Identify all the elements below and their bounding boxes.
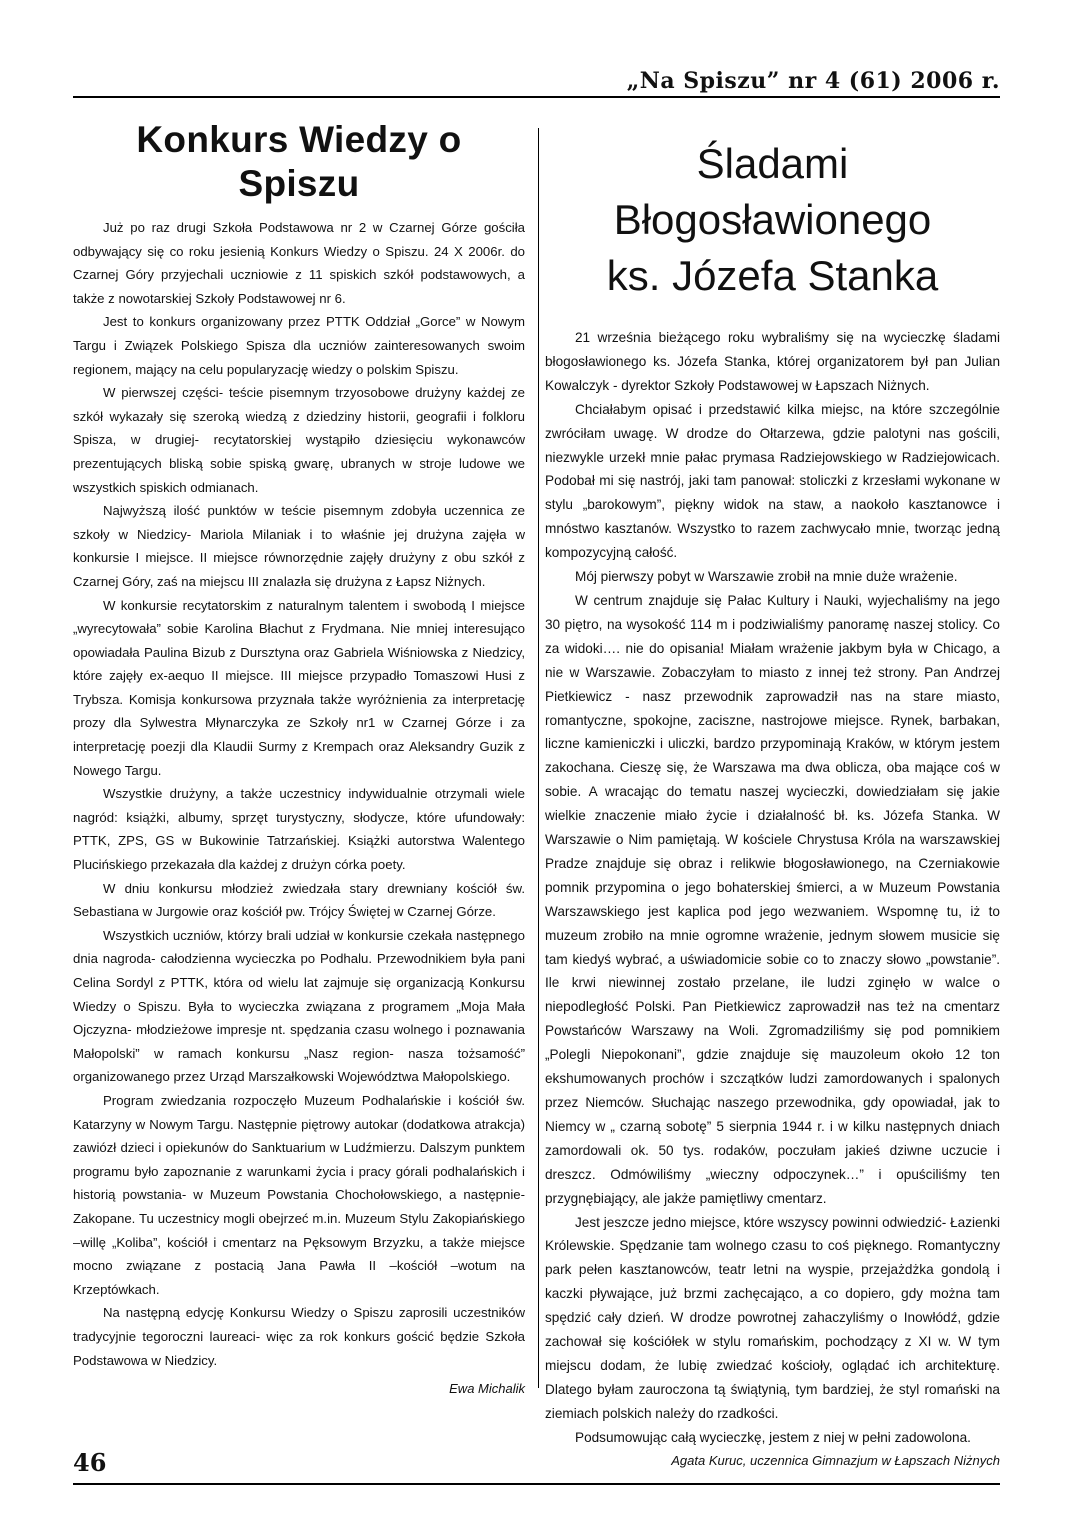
header-rule [73, 96, 1000, 98]
right-article-title [545, 136, 1000, 304]
paragraph: Już po raz drugi Szkoła Podstawowa nr 2 w Czarnej Górze gościła odbywający się co roku jesienią Konkurs Wiedzy o Spiszu. 24 X 2006r. do Czarnej Góry przyjechali uczniowie z 11 spiskich szkół podstawowych, a także z nowotarskiej Szkoły Podstawowej nr 6. [73, 220, 525, 306]
column-divider [538, 128, 539, 1388]
paragraph: Program zwiedzania rozpoczęło Muzeum Podhalańskie i kościół św. Katarzyny w Nowym Targu. Następnie piętrowy autokar (dodatkowa atrakcja) zawiózł dzieci i opiekunów do Sanktuarium w Ludźmierzu. Dalszym punktem programu było zapoznanie z warunkami życia i pracy górali podhalańskich i historią powstania- w Muzeum Powstania Chochołowskiego, a następnie- Zakopane. Tu uczestnicy mogli obejrzeć m.in. Muzeum Stylu Zakopiańskiego –willę „Koliba”, kościół i cmentarz na Pęksowym Brzyzku, a także miejsce mocno związane z postacią Jana Pawła II –kościół –wotum na Krzeptówkach. [73, 1092, 525, 1297]
right-title-line-1: Śladami Błogosławionego [613, 140, 932, 243]
left-article-signature: Ewa Michalik [449, 1381, 525, 1397]
paragraph: Podsumowując całą wycieczkę, jestem z niej w pełni zadowolona. [575, 1429, 971, 1445]
right-article-body [545, 326, 1000, 1450]
left-article [73, 118, 525, 1400]
paragraph: Jest to konkurs organizowany przez PTTK Oddział „Gorce” w Nowym Targu i Związek Polskiego Spisza dla uczniów zainteresowanych swoim regionem, mający na celu popularyzację wiedzy o polskim Spiszu. [73, 314, 525, 377]
paragraph: Wszystkie drużyny, a także uczestnicy indywidualnie otrzymali wiele nagród: książki, albumy, sprzęt turystyczny, słodycze, które ufundowały: PTTK, ZPS, GS w Bukowinie Tatrzańskiej. Książki autorstwa Walentego Plucińskiego przekazała dla każdej z drużyn córka poety. [73, 786, 525, 873]
running-header: „Na Spiszu” nr 4 (61) 2006 r. [626, 68, 1000, 94]
right-title-line-2: ks. Józefa Stanka [606, 252, 939, 299]
footer-rule [73, 1483, 1000, 1485]
page-number: 46 [73, 1448, 107, 1477]
paragraph: Chciałabym opisać i przedstawić kilka miejsc, na które szczególnie zwróciłam uwagę. W drodze do Ołtarzewa, gdzie palotyni nas gościli, niezwykle urzekł mnie pałac prymasa Radziejowskiego w Radziejowicach. Podobał mi się nastrój, jaki tam panował: stoliczki z krzesłami wykonane w stylu „barokowym”, piękny widok na staw, a naokoło kasztanowce i mnóstwo kasztanów. Wszystko to razem zachwycało mnie, tworząc jedną kompozycyjną całość. [545, 401, 1000, 561]
paragraph: W konkursie recytatorskim z naturalnym talentem i swobodą I miejsce „wyrecytowała” sobie Karolina Błachut z Frydmana. Nie mniej interesująco opowiadała Paulina Bizub z Dursztyna oraz Gabriela Wiśniowska z Niedzicy, które zajęły ex-aequo II miejsce. III miejsce przypadło Tomaszowi Husi z Trybsza. Komisja konkursowa przyznała także wyróżnienia za interpretację prozy dla Sylwestra Młynarczyka ze Szkoły nr1 w Czarnej Górze i za interpretację poezji dla Klaudii Surmy z Krempach oraz Aleksandry Guzik z Nowego Targu. [73, 597, 525, 778]
paragraph: Na następną edycję Konkursu Wiedzy o Spiszu zaprosili uczestników tradycyjnie tegoroczni laureaci- więc za rok konkurs gościć będzie Szkoła Podstawowa w Niedzicy. [73, 1305, 525, 1368]
paragraph: W pierwszej części- teście pisemnym trzyosobowe drużyny każdej ze szkół wykazały się szeroką wiedzą z dziedziny historii, geografii i folkloru Spisza, w drugiej- recytatorskiej wystąpiło dziesięciu wykonawców prezentujących bliską sobie spiską gwarę, ubranych w stroje ludowe we wszystkich spiskich odmianach. [73, 385, 525, 495]
paragraph: Mój pierwszy pobyt w Warszawie zrobił na mnie duże wrażenie. [575, 569, 958, 585]
paragraph: 21 września bieżącego roku wybraliśmy się na wycieczkę śladami błogosławionego ks. Józefa Stanka, której organizatorem był pan Julian Kowalczyk - dyrektor Szkoły Podstawowej w Łapszach Niżnych. [545, 330, 1000, 393]
paragraph: Wszystkich uczniów, którzy brali udział w konkursie czekała następnego dnia nagroda- całodzienna wycieczka po Podhalu. Przewodnikiem była pani Celina Sordyl z PTTK, która od wielu lat zajmuje się organizacją Konkursu Wiedzy o Spiszu. Była to wycieczka związana z programem „Moja Mała Ojczyzna- młodzieżowe impresje nt. spędzania czasu wolnego i poznawania Małopolski” w ramach konkursu „Nasz region- nasza tożsamość” organizowanego przez Urząd Marszałkowski Województwa Małopolskiego. [73, 927, 525, 1085]
left-article-title: Konkurs Wiedzy o Spiszu [136, 119, 462, 204]
paragraph: Najwyższą ilość punktów w teście pisemnym zdobyła uczennica ze szkoły w Niedzicy- Mariola Milaniak i to właśnie jej drużyna zajęła w konkursie I miejsce. II miejsce równorzędnie zajęły drużyny z obu szkół z Czarnej Góry, zaś na miejscu III znalazła się drużyna z Łapsz Niżnych. [73, 503, 525, 589]
paragraph: Jest jeszcze jedno miejsce, które wszyscy powinni odwiedzić- Łazienki Królewskie. Spędzanie tam wolnego czasu to coś pięknego. Romantyczny park pełen kasztanowców, teatr letni na wyspie, przejażdżka gondolą i kaczki pływające, już brzmi zachęcająco, a co dopiero, gdy można tam spędzić cały dzień. W drodze powrotnej zahaczyliśmy o Inowłódź, gdzie zachował się kościółek w stylu romańskim, pochodzący z XI w. W tym miejscu dodam, że lubię zwiedzać kościoły, oglądać ich architekturę. Dlatego byłam zauroczona tą świątynią, tym bardziej, że styl romański na ziemiach polskich należy do rzadkości. [545, 1214, 1000, 1421]
paragraph: W dniu konkursu młodzież zwiedzała stary drewniany kościół św. Sebastiana w Jurgowie oraz kościół pw. Trójcy Świętej w Czarnej Górze. [73, 880, 525, 920]
right-article [545, 118, 1000, 1472]
left-article-body [73, 216, 525, 1372]
paragraph: W centrum znajduje się Pałac Kultury i Nauki, wyjechaliśmy na jego 30 piętro, na wysokość 114 m i podziwialiśmy panoramę naszej stolicy. Co za widoki…. nie do opisania! Miałam wrażenie jakbym była w Chicago, a nie w Warszawie. Zobaczyłam to miasto z innej też strony. Pan Andrzej Pietkiewicz - nasz przewodnik zaprowadził nas na stare miasto, romantyczne, spokojne, zaciszne, nastrojowe miejsce. Rynek, barbakan, liczne kamieniczki i uliczki, bardzo przypominają Kraków, w którym jestem zakochana. Cieszę się, że Warszawa ma dwa oblicza, oba mające coś w sobie. A wracając do tematu naszej wycieczki, dowiedziałam się jakie wielkie znaczenie miało życie i działalność bł. ks. Józefa Stanka. W Warszawie o Nim pamiętają. W kościele Chrystusa Króla na warszawskiej Pradze znajduje się obraz i relikwie błogosławionego, na Czerniakowie pomnik przypomina o jego bohaterskiej śmierci, a w Muzeum Powstania Warszawskiego jest kaplica pod jego wezwaniem. Wspomnę tu, iż to muzeum zrobiło na mnie ogromne wrażenie, jednym słowem musicie się tam kiedyś wybrać, a uświadomicie sobie co to znaczy słowo „powstanie”. Ile krwi niewinnej zostało przelane, ile ludzi zginęło w walce o niepodległość Polski. Pan Pietkiewicz zaprowadził nas też na cmentarz Powstańców Warszawy na Woli. Zgromadziliśmy się pod pomnikiem „Polegli Niepokonani”, gdzie znajduje się mauzoleum około 12 ton ekshumowanych prochów i szczątków ludzi zamordowanych i spalonych przez Niemców. Słuchając naszego przewodnika, gdy opowiadał, jak to Niemcy w „ czarną sobotę” 5 sierpnia 1944 r. i w kilku następnych dniach zamordowali ok. 50 tys. rodaków, poczułam jakieś dziwne uczucie i dreszcz. Odmówiliśmy „wieczny odpoczynek…” i opuściliśmy ten przygnębiający, ale jakże pamiętliwy cmentarz. [545, 592, 1000, 1206]
right-article-signature: Agata Kuruc, uczennica Gimnazjum w Łapszach Niżnych [671, 1452, 1000, 1468]
